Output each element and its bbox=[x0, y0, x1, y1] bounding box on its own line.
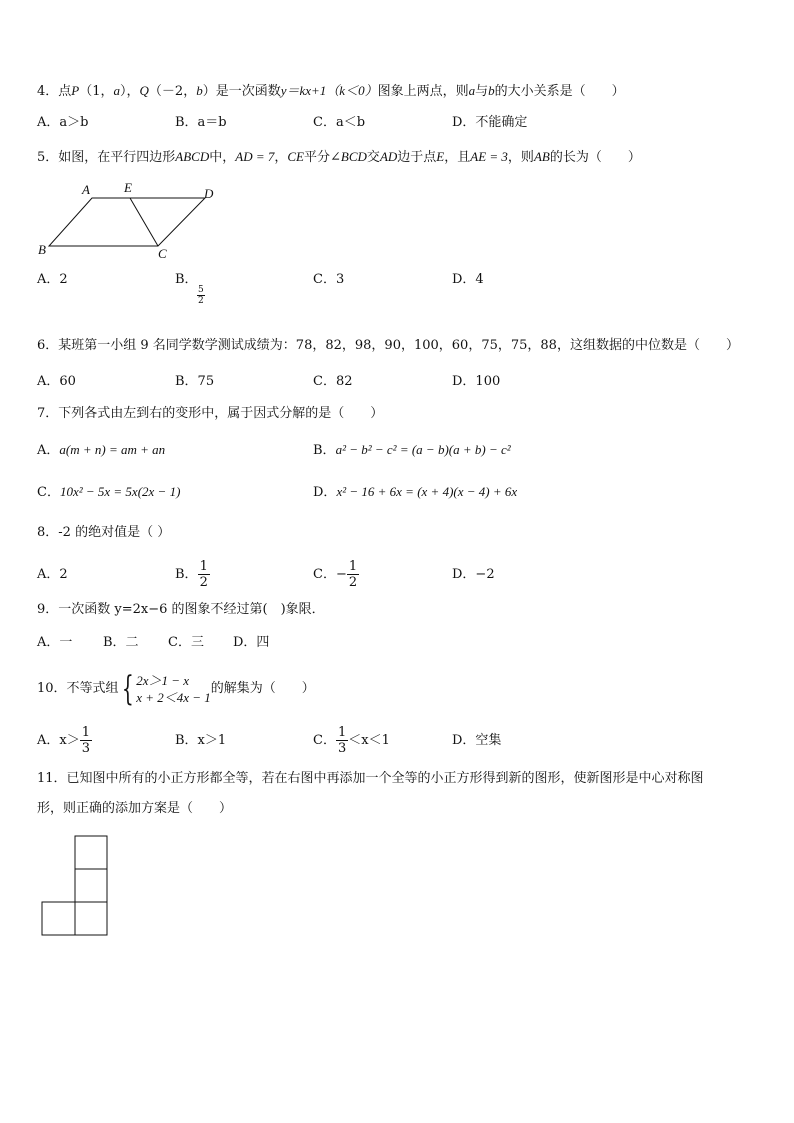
q8-option-c-fraction: $\frac{1}{2}$ bbox=[348, 559, 358, 590]
q9-option-b[interactable]: B．二 bbox=[103, 635, 139, 650]
q4-option-d[interactable]: D．不能确定 bbox=[452, 115, 528, 130]
q9-option-d[interactable]: D．四 bbox=[233, 635, 270, 650]
label-e: E bbox=[124, 180, 132, 195]
q6-stem: 6．某班第一小组 9 名同学数学测试成绩为：78，82，98，90，100，60，75，75，88，这组数据的中位数是（ ） bbox=[37, 338, 739, 353]
parallelogram-figure bbox=[30, 178, 230, 268]
q4-option-a[interactable]: A．a＞b bbox=[37, 115, 89, 130]
q9-stem: 9．一次函数 y=2x−6 的图象不经过第( )象限． bbox=[37, 602, 325, 617]
q10-stem: 10．不等式组{ 2x＞1 − x x + 2＜4x − 1 的解集为（ ） bbox=[37, 668, 315, 709]
q8-option-b[interactable]: B． $\frac{1}{2}$ bbox=[175, 559, 208, 590]
label-b: B bbox=[38, 242, 46, 257]
square-middle bbox=[75, 869, 107, 902]
label-d: D bbox=[204, 186, 214, 201]
q8-option-b-fraction: $\frac{1}{2}$ bbox=[199, 559, 208, 590]
q10-option-b[interactable]: B．x＞1 bbox=[175, 733, 227, 748]
q6-option-a[interactable]: A．60 bbox=[37, 374, 76, 389]
square-top bbox=[75, 836, 107, 869]
squares-figure bbox=[40, 835, 112, 939]
q11-stem-line1: 11．已知图中所有的小正方形都全等，若在右图中再添加一个全等的小正方形得到新的图形，使新图形是中心对称图 bbox=[37, 771, 704, 786]
q10-option-c[interactable]: C． $\frac{1}{3}$ ＜x＜1 bbox=[313, 725, 390, 756]
left-brace: { bbox=[121, 668, 134, 709]
segment-ce bbox=[130, 198, 158, 246]
q5-option-a[interactable]: A．2 bbox=[37, 272, 68, 287]
q8-option-d[interactable]: D．−2 bbox=[452, 567, 495, 582]
q7-option-c[interactable]: C．10x² − 5x = 5x(2x − 1) bbox=[37, 484, 181, 500]
q6-option-d[interactable]: D．100 bbox=[452, 374, 501, 389]
label-c: C bbox=[158, 246, 167, 261]
q7-option-b[interactable]: B．a² − b² − c² = (a − b)(a + b) − c² bbox=[313, 442, 511, 458]
q5-option-d[interactable]: D．4 bbox=[452, 272, 484, 287]
q7-stem: 7．下列各式由左到右的变形中，属于因式分解的是（ ） bbox=[37, 406, 384, 421]
q8-option-c[interactable]: C．− $\frac{1}{2}$ bbox=[313, 559, 358, 590]
q6-option-b[interactable]: B．75 bbox=[175, 374, 215, 389]
q7-option-d[interactable]: D．x² − 16 + 6x = (x + 4)(x − 4) + 6x bbox=[313, 484, 518, 500]
q4-stem: 4．点P（1，a），Q（－2，b）是一次函数y＝kx+1（k＜0）图象上两点，则a与b的大小关系是（ ） bbox=[37, 83, 625, 99]
parallelogram-abcd bbox=[49, 198, 205, 246]
q10-option-d[interactable]: D．空集 bbox=[452, 733, 502, 748]
q5-option-b-fraction: $\frac{5}{2}$ bbox=[198, 285, 204, 306]
q4-option-b[interactable]: B．a＝b bbox=[175, 115, 227, 130]
q5-option-b[interactable]: B． bbox=[175, 272, 198, 287]
q10-option-a-fraction: $\frac{1}{3}$ bbox=[81, 725, 91, 756]
q11-stem-line2: 形，则正确的添加方案是（ ） bbox=[37, 801, 233, 816]
q9-option-a[interactable]: A．一 bbox=[37, 635, 73, 650]
q8-option-a[interactable]: A．2 bbox=[37, 567, 68, 582]
q4-option-c[interactable]: C．a＜b bbox=[313, 115, 366, 130]
q7-option-a[interactable]: A．a(m + n) = am + an bbox=[37, 442, 166, 458]
q9-option-c[interactable]: C．三 bbox=[168, 635, 204, 650]
q5-option-c[interactable]: C．3 bbox=[313, 272, 345, 287]
q8-stem: 8．-2 的绝对值是（ ） bbox=[37, 525, 171, 540]
q10-option-a[interactable]: A．x＞ $\frac{1}{3}$ bbox=[37, 725, 91, 756]
square-bottom-left bbox=[42, 902, 75, 935]
square-bottom-right bbox=[75, 902, 107, 935]
q5-stem: 5．如图，在平行四边形ABCD中，AD = 7，CE平分∠BCD交AD边于点E，且AE = 3，则AB的长为（ ） bbox=[37, 149, 641, 165]
q10-option-c-fraction: $\frac{1}{3}$ bbox=[337, 725, 347, 756]
q6-option-c[interactable]: C．82 bbox=[313, 374, 353, 389]
inequality-system: 2x＞1 − x x + 2＜4x − 1 bbox=[136, 672, 211, 705]
label-a: A bbox=[82, 182, 90, 197]
